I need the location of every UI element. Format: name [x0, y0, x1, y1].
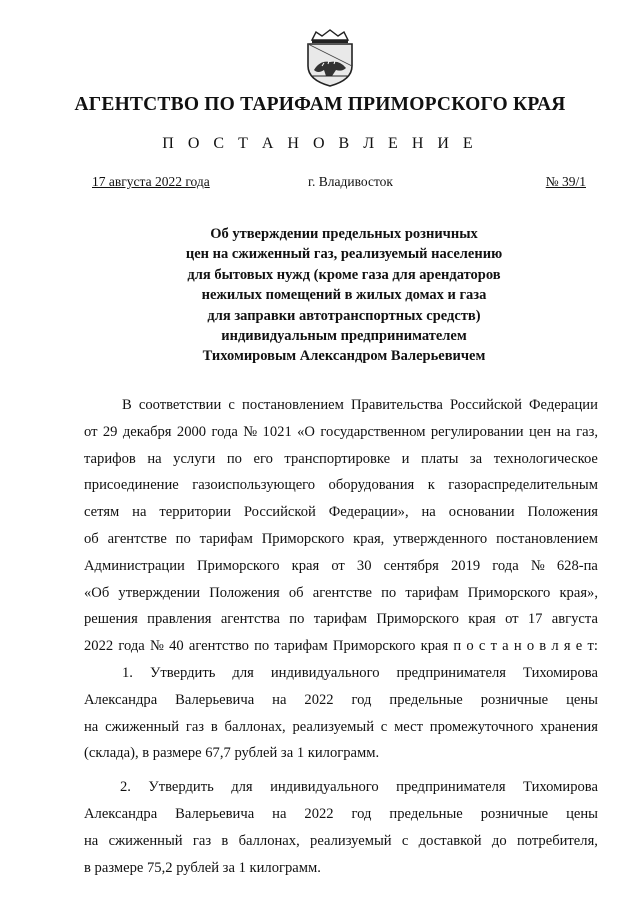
- document-date: 17 августа 2022 года: [92, 174, 210, 189]
- preamble-line: сетям на территории Российской Федерации», на основании Положения: [84, 504, 598, 521]
- agency-title: АГЕНТСТВО ПО ТАРИФАМ ПРИМОРСКОГО КРАЯ: [74, 94, 566, 115]
- subject-line: для заправки автотранспортных средств): [207, 307, 481, 324]
- item-2-line: 2. Утвердить для индивидуального предпринимателя Тихомирова: [120, 779, 598, 796]
- preamble-line: Администрации Приморского края от 30 сентября 2019 года № 628-па: [84, 557, 598, 574]
- preamble-line: об агентстве по тарифам Приморского края, утвержденного постановлением: [84, 530, 598, 547]
- document-meta: [86, 174, 586, 194]
- subject-line: для бытовых нужд (кроме газа для арендаторов: [187, 266, 501, 283]
- subject-line: Тихомировым Александром Валерьевичем: [202, 348, 486, 365]
- coat-of-arms-emblem: [302, 26, 358, 88]
- item-2-line: на сжиженный газ в баллонах, реализуемый с доставкой до потребителя,: [84, 832, 598, 849]
- item-1-line: Александра Валерьевича на 2022 год предельные розничные цены: [84, 691, 598, 708]
- document-type: П О С Т А Н О В Л Е Н И Е: [162, 135, 478, 152]
- preamble-line: решения правления агентства по тарифам Приморского края от 17 августа: [84, 611, 598, 628]
- item-2-line: в размере 75,2 рублей за 1 килограмм.: [84, 859, 321, 876]
- preamble-line: тарифов на услуги по его транспортировке и платы за технологическое: [84, 450, 598, 467]
- subject-line: цен на сжиженный газ, реализуемый населению: [185, 246, 503, 263]
- preamble-line: 2022 года № 40 агентство по тарифам Приморского края п о с т а н о в л я е т:: [84, 638, 598, 655]
- preamble-line: «Об утверждении Положения об агентстве по тарифам Приморского края»,: [84, 584, 598, 601]
- item-1-line: 1. Утвердить для индивидуального предпринимателя Тихомирова: [122, 664, 598, 681]
- subject-line: Об утверждении предельных розничных: [210, 226, 478, 242]
- document-number: № 39/1: [545, 174, 586, 189]
- document-subject: [140, 224, 548, 367]
- preamble-line: В соответствии с постановлением Правительства Российской Федерации: [122, 397, 598, 413]
- document-body: [84, 392, 598, 881]
- subject-line: нежилых помещений в жилых домах и газа: [201, 287, 487, 304]
- preamble-line: присоединение газоиспользующего оборудования к газораспределительным: [84, 477, 598, 494]
- preamble-line: от 29 декабря 2000 года № 1021 «О государственном регулировании цен на газ,: [84, 423, 598, 440]
- item-1-line: на сжиженный газ в баллонах, реализуемый с мест промежуточного хранения: [84, 718, 598, 735]
- document-city: г. Владивосток: [308, 174, 393, 189]
- item-1-line: (склада), в размере 67,7 рублей за 1 килограмм.: [84, 745, 380, 762]
- item-2-line: Александра Валерьевича на 2022 год предельные розничные цены: [84, 805, 598, 822]
- subject-line: индивидуальным предпринимателем: [221, 328, 467, 345]
